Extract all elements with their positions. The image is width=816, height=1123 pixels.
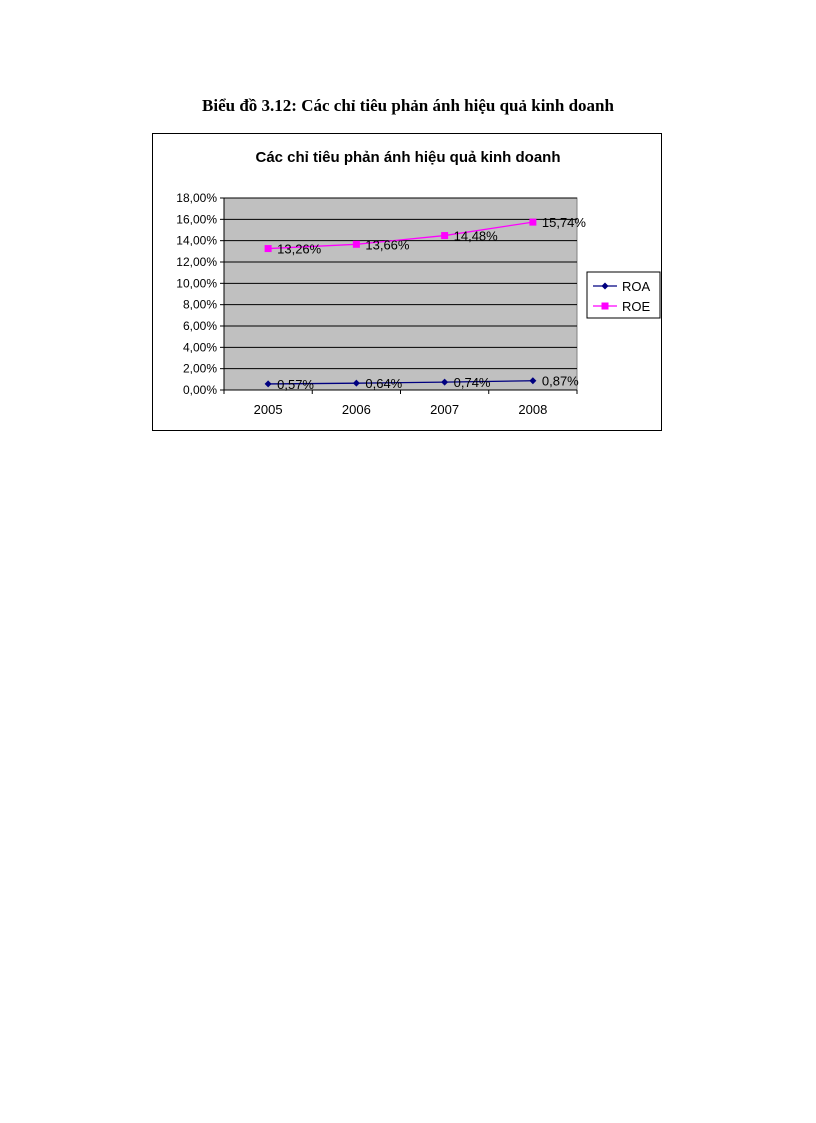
- tick-label-x: 2006: [341, 402, 371, 417]
- data-point-roe: [265, 245, 272, 252]
- tick-label-y: 16,00%: [176, 212, 217, 227]
- data-label-roe: 13,26%: [277, 241, 322, 257]
- tick-label-y: 6,00%: [182, 319, 217, 333]
- data-point-roe: [353, 241, 360, 248]
- tick-label-y: 2,00%: [182, 361, 217, 376]
- legend-marker-roe: [602, 303, 609, 310]
- tick-label-y: 4,00%: [182, 340, 217, 355]
- tick-label-x: 2005: [253, 402, 283, 417]
- tick-label-y: 14,00%: [176, 233, 217, 248]
- tick-label-y: 0,00%: [182, 383, 217, 397]
- chart-title: Các chỉ tiêu phản ánh hiệu quả kinh doanh: [255, 149, 561, 166]
- data-point-roe: [441, 232, 448, 239]
- chart-frame: [152, 133, 662, 431]
- tick-label-x: 2008: [518, 402, 548, 417]
- data-label-roa: 0,74%: [453, 375, 491, 391]
- data-point-roe: [529, 219, 536, 226]
- data-label-roe: 14,48%: [453, 228, 498, 244]
- data-label-roa: 0,87%: [541, 373, 579, 389]
- tick-label-y: 10,00%: [176, 276, 217, 291]
- line-chart: [153, 134, 663, 432]
- tick-label-y: 18,00%: [176, 191, 217, 205]
- data-label-roa: 0,57%: [277, 376, 314, 392]
- data-label-roa: 0,64%: [365, 376, 403, 392]
- data-label-roe: 13,66%: [365, 237, 410, 253]
- tick-label-x: 2007: [430, 402, 460, 417]
- legend-label-roa: ROA: [622, 279, 651, 294]
- legend-label-roe: ROE: [622, 299, 651, 314]
- tick-label-y: 12,00%: [176, 255, 217, 269]
- chart-caption: Biểu đồ 3.12: Các chỉ tiêu phản ánh hiệu quả kinh doanh: [202, 96, 614, 115]
- tick-label-y: 8,00%: [182, 297, 217, 312]
- plot-area: [224, 198, 577, 390]
- data-label-roe: 15,74%: [541, 215, 586, 231]
